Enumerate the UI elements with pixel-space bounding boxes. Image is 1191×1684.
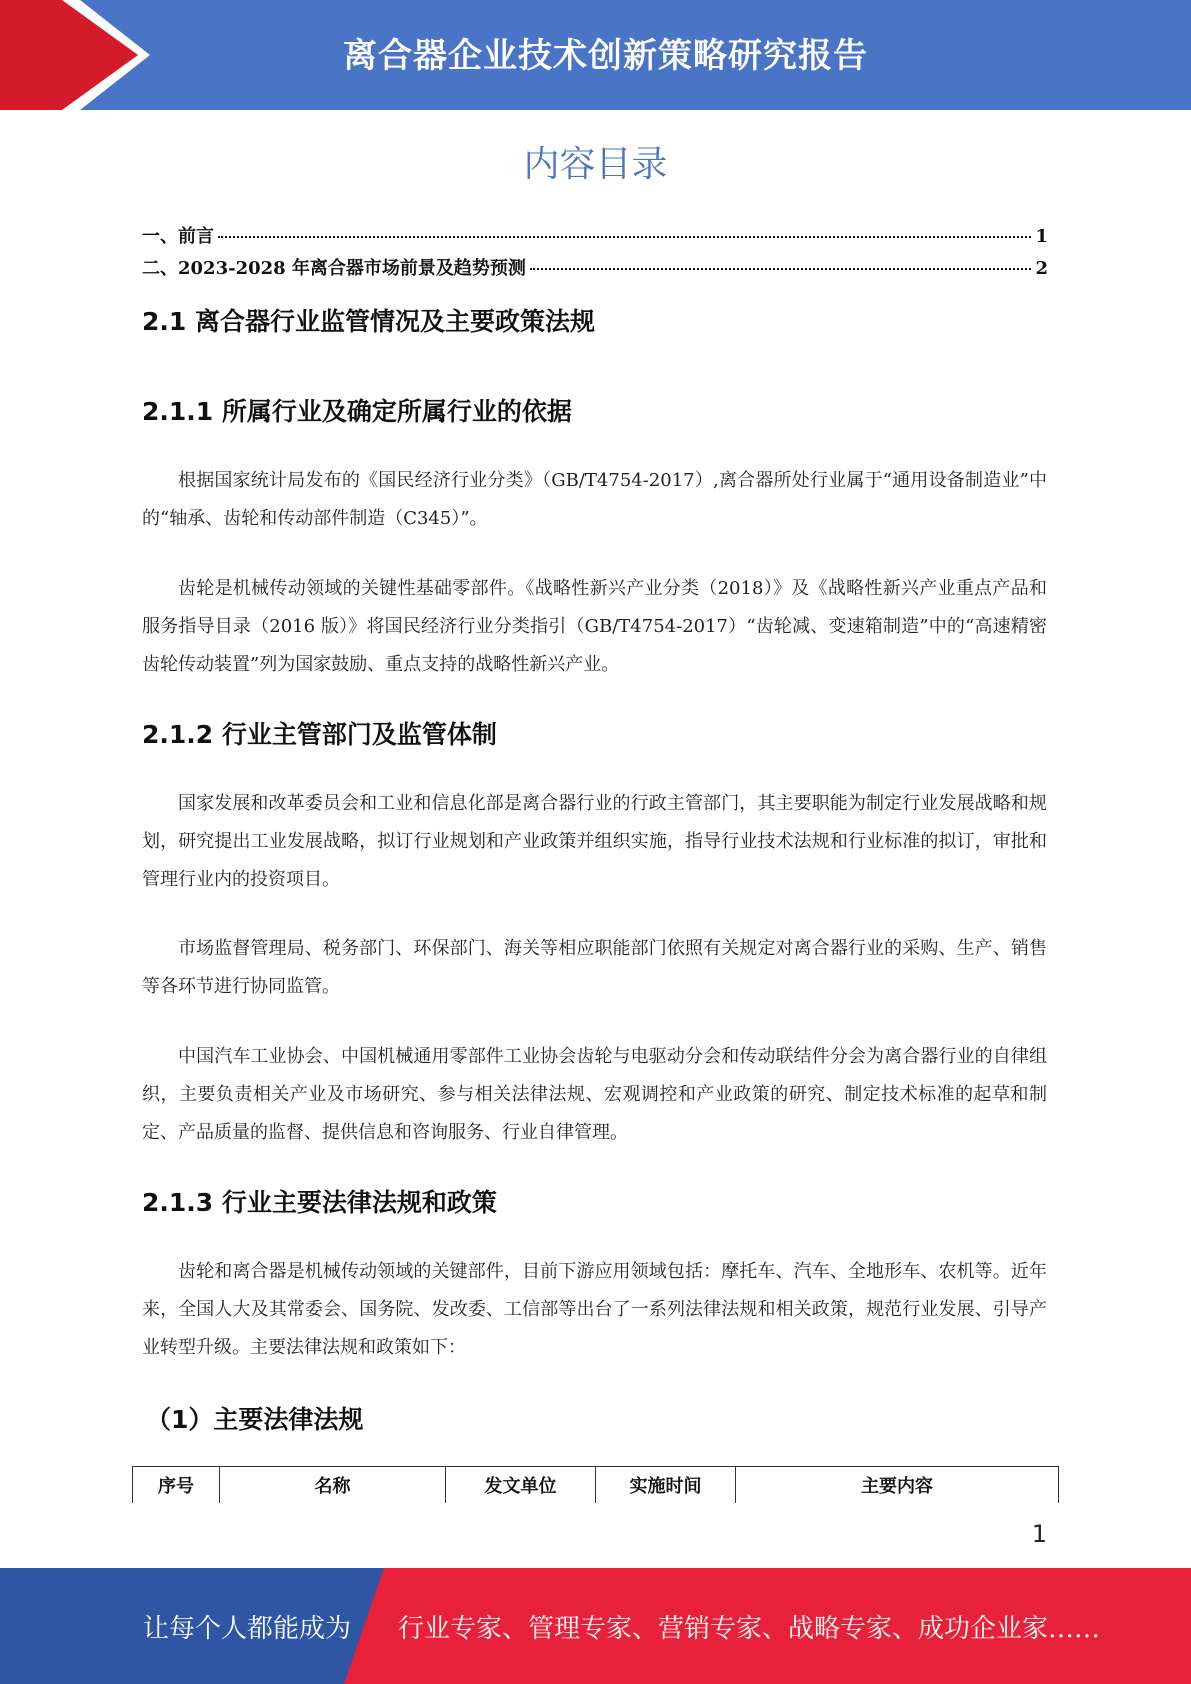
toc-leader-dots [218, 236, 1031, 238]
subsection-heading-laws: （1）主要法律法规 [146, 1405, 364, 1434]
col-header-effective-date: 实施时间 [596, 1467, 736, 1504]
toc-leader-dots [530, 268, 1032, 270]
col-header-index: 序号 [133, 1467, 220, 1504]
table-header-row [133, 1467, 1059, 1504]
toc-entry-label: 二、2023-2028 年离合器市场前景及趋势预测 [142, 258, 526, 279]
section-heading-2-1-1: 2.1.1 所属行业及确定所属行业的依据 [142, 397, 572, 426]
toc-entry-page: 1 [1035, 226, 1048, 247]
paragraph: 市场监督管理局、税务部门、环保部门、海关等相应职能部门依照有关规定对离合器行业的采购、生产、销售等各环节进行协同监管。 [142, 938, 1047, 997]
col-header-main-content: 主要内容 [736, 1467, 1059, 1504]
paragraph: 国家发展和改革委员会和工业和信息化部是离合器行业的行政主管部门，其主要职能为制定行业发展战略和规划，研究提出工业发展战略，拟订行业规划和产业政策并组织实施，指导行业技术法规和行业标准的拟订，审批和管理行业内的投资项目。 [142, 793, 1047, 890]
col-header-name: 名称 [220, 1467, 446, 1504]
toc-entry-page: 2 [1035, 258, 1048, 279]
section-heading-2-1: 2.1 离合器行业监管情况及主要政策法规 [142, 307, 595, 336]
report-title: 离合器企业技术创新策略研究报告 [343, 36, 868, 76]
paragraph: 齿轮是机械传动领域的关键性基础零部件。《战略性新兴产业分类（2018）》及《战略性新兴产业重点产品和服务指导目录（2016 版）》将国民经济行业分类指引（GB/T4754-2017）“齿轮减、变速箱制造”中的“高速精密齿轮传动装置”列为国家鼓励、重点支持的战略性新兴产业。 [142, 578, 1047, 675]
paragraph: 齿轮和离合器是机械传动领域的关键部件，目前下游应用领域包括：摩托车、汽车、全地形车、农机等。近年来，全国人大及其常委会、国务院、发改委、工信部等出台了一系列法律法规和相关政策，规范行业发展、引导产业转型升级。主要法律法规和政策如下： [142, 1261, 1047, 1358]
page-number: 1 [1031, 1520, 1047, 1548]
toc-title: 内容目录 [523, 144, 668, 185]
footer-slogan-right: 行业专家、管理专家、营销专家、战略专家、成功企业家…… [398, 1614, 1101, 1644]
table-of-contents [142, 222, 1048, 286]
paragraph: 中国汽车工业协会、中国机械通用零部件工业协会齿轮与电驱动分会和传动联结件分会为离合器行业的自律组织，主要负责相关产业及市场研究、参与相关法律法规、宏观调控和产业政策的研究、制定技术标准的起草和制定、产品质量的监督、提供信息和咨询服务、行业自律管理。 [142, 1046, 1047, 1143]
section-heading-2-1-2: 2.1.2 行业主管部门及监管体制 [142, 720, 497, 749]
law-table [132, 1466, 1059, 1503]
footer-slogan-left: 让每个人都能成为 [143, 1614, 352, 1644]
toc-entry-label: 一、前言 [142, 226, 214, 247]
report-header-banner [0, 0, 1191, 110]
footer-banner [0, 1568, 1191, 1684]
col-header-issuer: 发文单位 [446, 1467, 596, 1504]
paragraph: 根据国家统计局发布的《国民经济行业分类》（GB/T4754-2017）,离合器所处行业属于“通用设备制造业”中的“轴承、齿轮和传动部件制造（C345）”。 [142, 470, 1047, 529]
toc-entry[interactable] [142, 254, 1048, 286]
section-heading-2-1-3: 2.1.3 行业主要法律法规和政策 [142, 1188, 497, 1217]
toc-entry[interactable] [142, 222, 1048, 254]
